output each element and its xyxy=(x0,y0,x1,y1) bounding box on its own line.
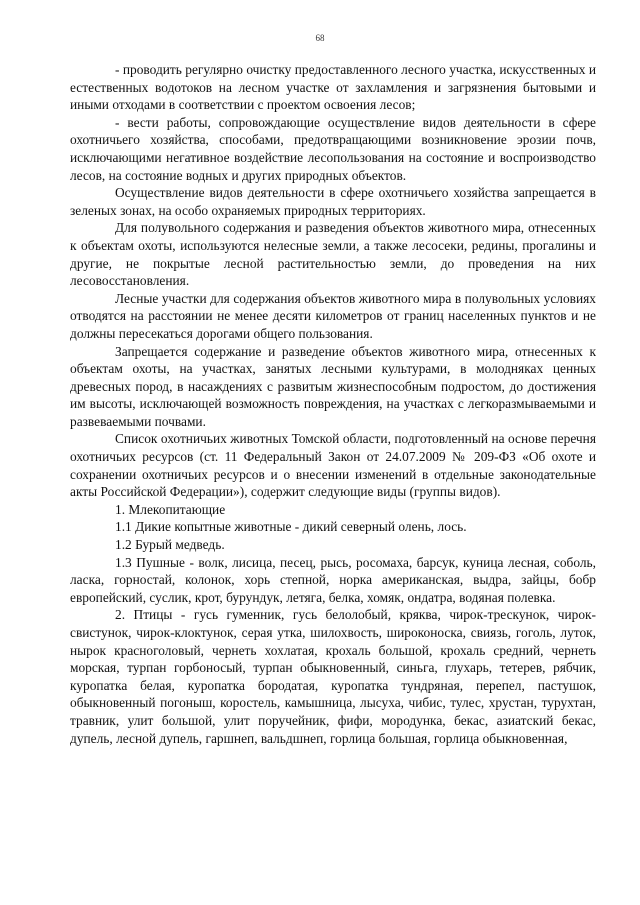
list-item-fur-animals: 1.3 Пушные - волк, лисица, песец, рысь, росомаха, барсук, куница лесная, соболь, ласка, горностай, колонок, хорь степной, норка американская, выдра, зайцы, бобр европейский, суслик, крот, бурундук, летяга, белка, хомяк, ондатра, водяная полевка. xyxy=(70,554,596,605)
paragraph-cleanup-duty: - проводить регулярно очистку предоставленного лесного участка, искусственных и естественных водотоков на лесном участке от захламления и загрязнения бытовыми и иными отходами в соответствии с проектом освоения лесов; xyxy=(70,62,596,113)
paragraph-erosion-prevention: - вести работы, сопровождающие осуществление видов деятельности в сфере охотничьего хозяйства, способами, предотвращающими возникновение эрозии почв, исключающими негативное воздействие лесопользования на состояние и воспроизводство лесов, на состояние водных и других природных объектов. xyxy=(70,114,596,183)
list-item-birds: 2. Птицы - гусь гуменник, гусь белолобый, кряква, чирок-трескунок, чирок-свистунок, чирок-клоктунок, серая утка, шилохвость, широконоска, свиязь, гоголь, луток, нырок красноголовый, чернеть хохлатая, крохаль большой, крохаль средний, чернеть морская, турпан горбоносый, турпан обыкновенный, синьга, глухарь, тетерев, рябчик, куропатка белая, куропатка бородатая, куропатка тундряная, перепел, пастушок, обыкновенный погоныш, коростель, камышница, лысуха, чибис, тулес, хрустан, турухтан, травник, улит большой, улит поручейник, фифи, мородунка, бекас, азиатский бекас, дупель, лесной дупель, гаршнеп, вальдшнеп, горлица большая, горлица обыкновенная, xyxy=(70,607,596,746)
list-item-brown-bear: 1.2 Бурый медведь. xyxy=(115,537,225,553)
paragraph-green-zones-ban: Осуществление видов деятельности в сфере охотничьего хозяйства запрещается в зеленых зонах, на особо охраняемых природных территориях. xyxy=(70,185,596,218)
page-number: 68 xyxy=(315,33,325,43)
paragraph-species-list-intro: Список охотничьих животных Томской области, подготовленный на основе перечня охотничьих ресурсов (ст. 11 Федеральный Закон от 24.07.2009 № 209-ФЗ «Об охоте и сохранении охотничьих ресурсов и о внесении изменений в отдельные законодательные акты Российской Федерации»), содержит следующие виды (группы видов). xyxy=(70,431,596,500)
list-item-ungulates: 1.1 Дикие копытные животные - дикий северный олень, лось. xyxy=(115,519,467,535)
paragraph-distance-requirements: Лесные участки для содержания объектов животного мира в полувольных условиях отводятся на расстоянии не менее десяти километров от границ населенных пунктов и не должны пересекаться дорогами общего пользования. xyxy=(70,290,596,341)
paragraph-keeping-prohibitions: Запрещается содержание и разведение объектов животного мира, отнесенных к объектам охоты, на участках, занятых лесными культурами, в молодняках ценных древесных пород, в насаждениях с развитым жизнеспособным подростом, до достижения им высоты, исключающей возможность повреждения, на участках с легкоразмываемыми и развеваемыми почвами. xyxy=(70,343,596,429)
document-body xyxy=(70,61,596,747)
paragraph-semi-free-keeping-lands: Для полувольного содержания и разведения объектов животного мира, отнесенных к объектам охоты, используются нелесные земли, а также лесосеки, редины, прогалины и другие, не покрытые лесной растительностью земли, до проведения на них лесовосстановления. xyxy=(70,220,596,289)
list-item-mammals: 1. Млекопитающие xyxy=(115,501,226,517)
